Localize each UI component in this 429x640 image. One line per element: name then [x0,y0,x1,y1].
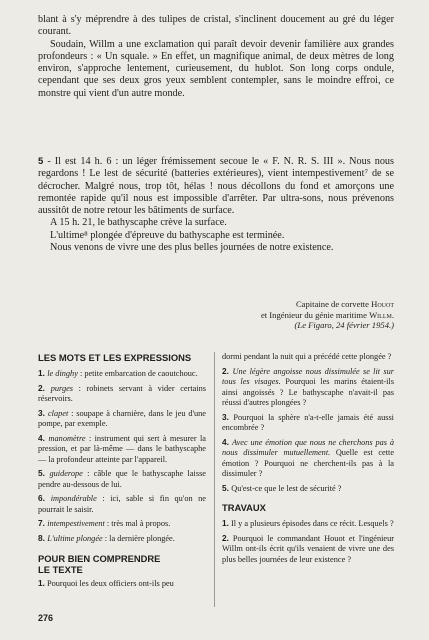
paragraph [38,156,394,217]
paragraph: blant à s'y méprendre à des tulipes de cristal, s'inclinent doucement au gré du léger courant. [38,14,394,38]
work-item [222,533,394,566]
glossary-definition: : instrument qui sert à mesurer la pression, et par là-même — dans le bathyscaphe — la profondeur atteinte par l'appareil. [38,433,206,464]
narrative-section-5 [38,156,394,254]
glossary-item [38,408,206,430]
glossary-item [38,433,206,466]
question-text: Qu'est-ce que le lest de sécurité ? [231,483,342,493]
glossary-term: impondérable [50,494,97,503]
glossary-item [38,468,206,490]
glossary-definition: : ici, sable si fin qu'on ne pourrait le saisir. [38,494,206,514]
work-item [222,518,394,530]
section-marker: 5 [38,156,44,167]
glossary-definition: : câble que le bathyscaphe laisse pendre au-dessous de lui. [38,469,206,489]
paragraph: L'ultime⁸ plongée d'épreuve du bathyscaphe est terminée. [50,229,285,241]
item-number: 3. [38,407,48,418]
question-continuation: dormi pendant la nuit qui a précédé cette plongée ? [222,352,392,361]
item-number: 4. [222,436,232,447]
item-number: 7. [38,518,48,528]
signature-role: et Ingénieur du génie maritime [260,309,370,320]
signature-line [150,310,394,321]
question-text: Pourquoi les marins étaient-ils ainsi angoissés ? Le bathyscaphe n'avait-il pas réussi d'autres plongées ? [222,377,394,407]
item-number: 2. [222,532,229,543]
words-section-title: LES MOTS ET LES EXPRESSIONS [38,352,192,363]
column-divider [214,352,215,607]
question-item [222,483,394,495]
signature-role: Capitaine de corvette [295,299,372,309]
glossary-term: manomètre [48,433,86,443]
glossary-item [38,368,206,380]
item-number: 2. [38,382,51,393]
question-list [222,366,394,495]
question-item: 1. Pourquoi les deux officiers ont-ils peu [38,578,174,588]
glossary-term: intempestivement [47,519,105,528]
item-number: 8. [38,532,48,543]
item-number: 4. [38,432,49,443]
glossary-definition: : très mal à propos. [104,519,171,528]
glossary-term: L'ultime plongée [47,533,103,543]
item-number: 3. [222,411,234,422]
question-quote: Avec une émotion que nous ne cherchons pas à nous dissimuler mutuellement. [222,437,394,457]
question-item [222,366,394,409]
glossary-term: clapet [47,408,69,418]
work-list [222,518,394,565]
work-section-title: TRAVAUX [222,502,266,513]
paragraph-text: - Il est 14 h. 6 : un léger frémissement secoue le « F. N. R. S. III ». Nous nous regardons ! Le lest de sécurité (batteries extérieures), vient intempestivement⁷ de se décrocher. Malgré nous, trop tôt, hélas ! nous décollons du fond et amorçons une remontée rapide qu'il nous est impossible d'arrêter. Par ultra-sons, nous prévenons aussitôt de notre retour les bâtiments de surface. [38,156,394,217]
signature-line [150,299,394,310]
glossary-item [38,533,206,545]
glossary-definition: : petite embarcation de caoutchouc. [77,369,198,378]
paragraph: Soudain, Willm a une exclamation qui paraît devoir devenir familière aux grandes profondeurs : « Un squale. » En effet, un magnifique animal, de deux mètres de long environ, s'approche lentement, curieusement, du hublot. Son long corps ondule, cependant que ses deux gros yeux semblent contempler, sans le moindre effroi, ce monstre qui vient d'un autre monde. [38,38,394,99]
glossary-definition: : soupape à charnière, dans le jeu d'une pompe, par exemple. [38,408,206,428]
item-number: 6. [38,493,51,503]
glossary-term: purges [50,383,74,393]
question-text: Quelle est cette émotion ? Pourquoi ne cherchent-ils pas à la dissimuler ? [222,448,394,478]
signature-name: Houot [371,299,394,309]
glossary-term: le dinghy [47,369,78,378]
work-text: Pourquoi le commandant Houot et l'ingénieur Willm ont-ils écrit qu'ils venaient de vivre une des plus belles journées de leur existence ? [222,533,394,564]
signature [150,299,394,331]
page-number: 276 [38,613,54,623]
signature-source: (Le Figaro, 24 février 1954.) [294,320,394,331]
understand-section-title: POUR BIEN COMPRENDRE LE TEXTE [38,553,161,575]
glossary-list [38,368,206,544]
paragraph: Nous venons de vivre une des plus belles journées de notre existence. [50,242,334,254]
question-item [222,437,394,480]
glossary-term: guiderope [49,469,83,478]
left-column [38,352,206,593]
item-number: 5. [222,482,232,493]
glossary-item [38,518,206,530]
glossary-definition: : robinets servant à vider certains réservoirs. [38,383,206,403]
right-column [222,352,394,568]
question-item [222,412,394,434]
question-quote: Une légère angoisse nous dissimulée se lit sur tous les visages. [222,366,395,386]
question-text: Pourquoi la sphère n'a-t-elle jamais été aussi encombrée ? [222,412,394,432]
item-number: 2. [222,365,233,376]
signature-name: Willm. [369,309,394,320]
glossary-definition: : la dernière plongée. [102,533,175,543]
narrative-text [38,14,394,100]
item-number: 1. [38,368,48,378]
item-number: 5. [38,468,50,478]
glossary-item [38,493,206,515]
paragraph: A 15 h. 21, le bathyscaphe crève la surface. [50,217,227,229]
glossary-item [38,383,206,405]
item-number: 1. [222,518,229,528]
work-text: Il y a plusieurs épisodes dans ce récit. Lesquels ? [228,519,394,528]
